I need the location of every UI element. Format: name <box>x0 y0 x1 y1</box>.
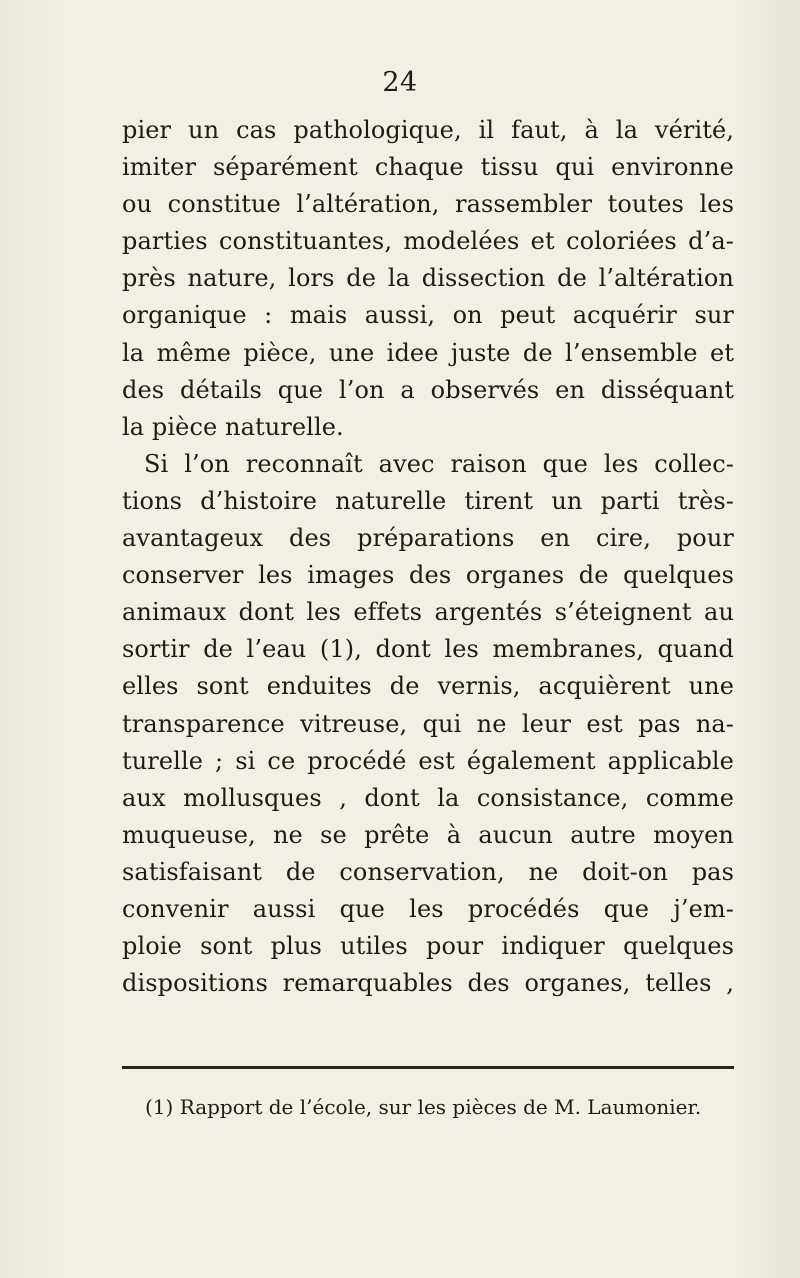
text-line: pier un cas pathologique, il faut, à la vérité, <box>122 116 734 144</box>
text-line: dispositions remarquables des organes, telles , <box>122 969 734 998</box>
text-line: conserver les images des organes de quelques <box>122 561 734 590</box>
paragraph-end-line: la pièce naturelle. <box>122 412 344 441</box>
text-line: convenir aussi que les procédés que j’em- <box>122 894 734 923</box>
text-line: muqueuse, ne se prête à aucun autre moyen <box>122 820 734 849</box>
text-line: des détails que l’on a observés en disséquant <box>122 375 734 404</box>
text-line: tions d’histoire naturelle tirent un parti très- <box>122 486 734 515</box>
text-line: ou constitue l’altération, rassembler toutes les <box>122 190 734 219</box>
text-line: avantageux des préparations en cire, pour <box>122 524 734 553</box>
paragraph-start-line: Si l’on reconnaît avec raison que les collec- <box>144 449 734 478</box>
text-line: elles sont enduites de vernis, acquièrent une <box>122 672 734 701</box>
text-line: transparence vitreuse, qui ne leur est pas na- <box>122 709 734 738</box>
text-line: ploie sont plus utiles pour indiquer quelques <box>122 932 734 961</box>
text-line: turelle ; si ce procédé est également applicable <box>122 746 734 775</box>
page-number: 24 <box>382 67 418 98</box>
text-line: aux mollusques , dont la consistance, comme <box>122 783 734 812</box>
body-text <box>122 112 734 1002</box>
text-line: organique : mais aussi, on peut acquérir sur <box>122 301 734 330</box>
text-line: parties constituantes, modelées et coloriées d’a- <box>122 227 734 256</box>
text-line: sortir de l’eau (1), dont les membranes, quand <box>122 635 734 664</box>
text-line: animaux dont les effets argentés s’éteignent au <box>122 598 734 627</box>
text-line: la même pièce, une idee juste de l’ensemble et <box>122 338 734 367</box>
text-line: imiter séparément chaque tissu qui environne <box>122 153 734 182</box>
footnote: (1) Rapport de l’école, sur les pièces de M. Laumonier. <box>145 1095 702 1119</box>
text-line: satisfaisant de conservation, ne doit-on pas <box>122 857 734 886</box>
text-line: près nature, lors de la dissection de l’altération <box>122 264 734 293</box>
footnote-rule <box>122 1066 734 1069</box>
